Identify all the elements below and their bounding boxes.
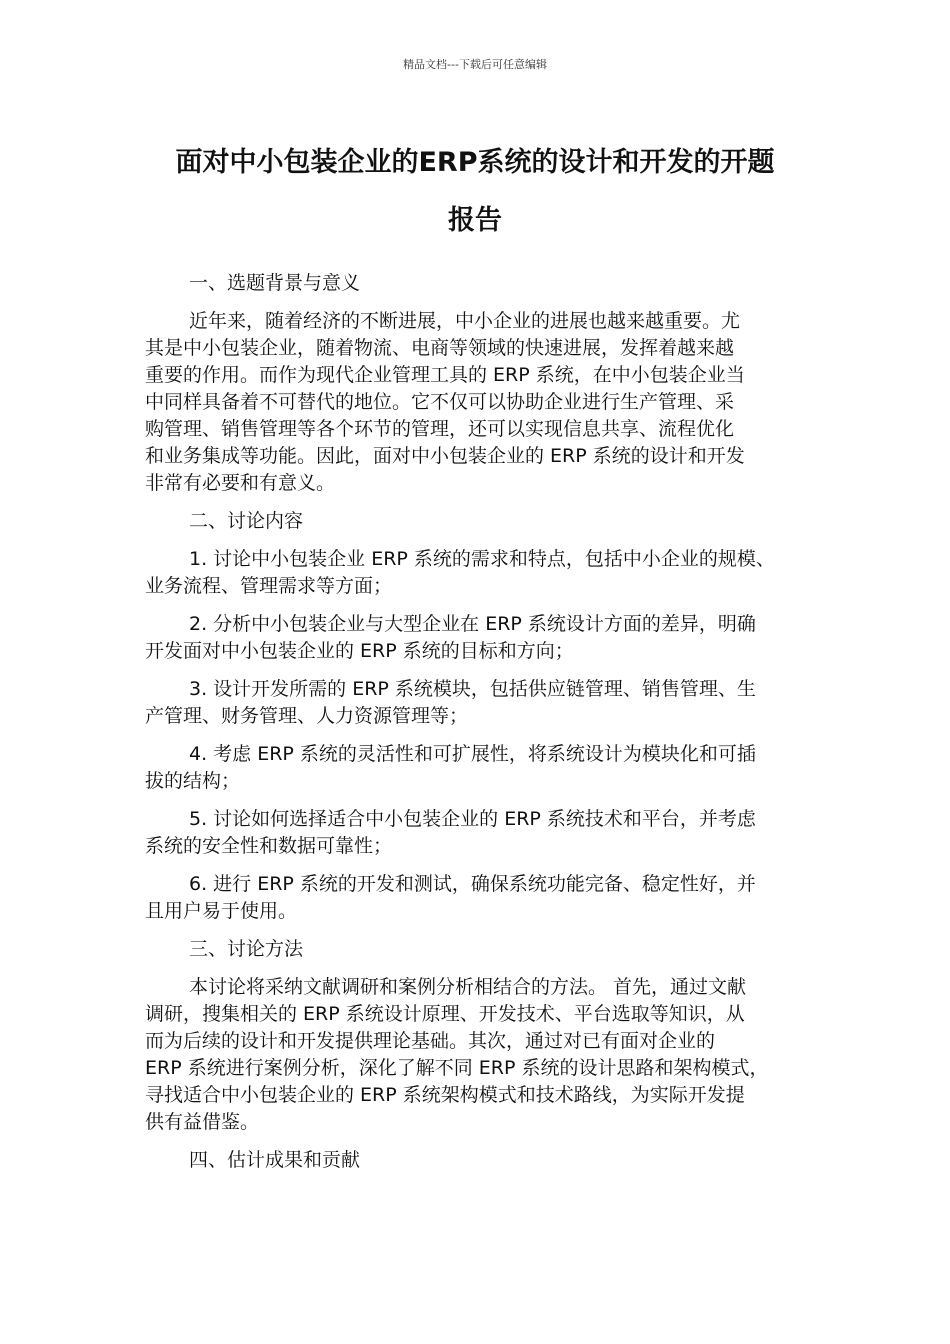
text-line: 1. 讨论中小包装企业 ERP 系统的需求和特点，包括中小企业的规模、 bbox=[189, 548, 775, 570]
text-line: 拔的结构； bbox=[145, 770, 241, 792]
text-line: 其是中小包装企业，随着物流、电商等领域的快速进展，发挥着越来越 bbox=[145, 337, 735, 359]
text-line: 购管理、销售管理等各个环节的管理，还可以实现信息共享、流程优化 bbox=[145, 418, 735, 440]
text-line: 而为后续的设计和开发提供理论基础。其次，通过对已有面对企业的 bbox=[145, 1030, 716, 1052]
text-line: 3. 设计开发所需的 ERP 系统模块，包括供应链管理、销售管理、生 bbox=[189, 678, 756, 700]
text-line: 系统的安全性和数据可靠性； bbox=[145, 835, 393, 857]
section-heading-2: 二、讨论内容 bbox=[189, 510, 304, 532]
text-line: 和业务集成等功能。因此，面对中小包装企业的 ERP 系统的设计和开发 bbox=[145, 445, 745, 467]
text-line: 近年来，随着经济的不断进展，中小企业的进展也越来越重要。尤 bbox=[189, 310, 741, 332]
text-line: 开发面对中小包装企业的 ERP 系统的目标和方向； bbox=[145, 640, 574, 662]
text-line: 且用户易于使用。 bbox=[145, 900, 298, 922]
text-line: 业务流程、管理需求等方面； bbox=[145, 575, 393, 597]
title-line-2: 报告 bbox=[448, 205, 502, 236]
text-line: 中同样具备着不可替代的地位。它不仅可以协助企业进行生产管理、采 bbox=[145, 391, 735, 413]
list-item bbox=[145, 676, 810, 730]
text-line: 4. 考虑 ERP 系统的灵活性和可扩展性，将系统设计为模块化和可插 bbox=[189, 743, 756, 765]
text-line: 供有益借鉴。 bbox=[145, 1111, 260, 1133]
document-title bbox=[145, 134, 805, 250]
text-line: 非常有必要和有意义。 bbox=[145, 472, 336, 494]
text-line: ERP 系统进行案例分析，深化了解不同 ERP 系统的设计思路和架构模式， bbox=[145, 1057, 769, 1079]
text-line: 产管理、财务管理、人力资源管理等； bbox=[145, 705, 469, 727]
list-item bbox=[145, 806, 810, 860]
text-line: 调研，搜集相关的 ERP 系统设计原理、开发技术、平台选取等知识，从 bbox=[145, 1003, 745, 1025]
page-header-note: 精品文档---下载后可任意编辑 bbox=[403, 58, 547, 71]
section-heading-3: 三、讨论方法 bbox=[189, 938, 304, 960]
section-heading-4: 四、估计成果和贡献 bbox=[189, 1149, 361, 1171]
document-body bbox=[145, 270, 810, 1185]
text-line: 重要的作用。而作为现代企业管理工具的 ERP 系统，在中小包装企业当 bbox=[145, 364, 745, 386]
list-item bbox=[145, 871, 810, 925]
text-line: 2. 分析中小包装企业与大型企业在 ERP 系统设计方面的差异，明确 bbox=[189, 613, 756, 635]
list-item bbox=[145, 546, 810, 600]
text-line: 6. 进行 ERP 系统的开发和测试，确保系统功能完备、稳定性好，并 bbox=[189, 873, 756, 895]
text-line: 本讨论将采纳文献调研和案例分析相结合的方法。 首先，通过文献 bbox=[189, 976, 747, 998]
text-line: 5. 讨论如何选择适合中小包装企业的 ERP 系统技术和平台，并考虑 bbox=[189, 808, 756, 830]
title-line-1: 面对中小包装企业的ERP系统的设计和开发的开题 bbox=[175, 147, 775, 178]
paragraph-method bbox=[145, 974, 810, 1136]
list-item bbox=[145, 611, 810, 665]
list-item bbox=[145, 741, 810, 795]
paragraph-background bbox=[145, 308, 810, 497]
text-line: 寻找适合中小包装企业的 ERP 系统架构模式和技术路线，为实际开发提 bbox=[145, 1084, 745, 1106]
section-heading-1: 一、选题背景与意义 bbox=[189, 272, 361, 294]
